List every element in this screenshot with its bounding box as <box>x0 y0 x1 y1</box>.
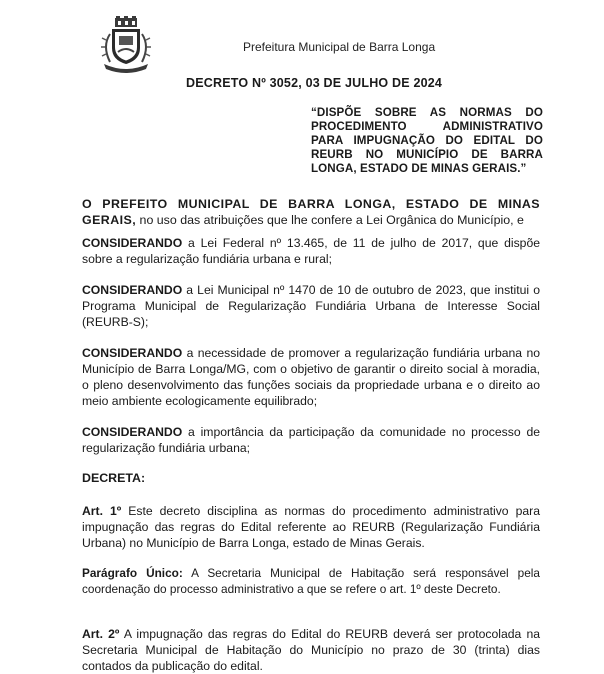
considerando-text: a importância da participação da comunidade no processo de regularização fundiária urbana; <box>82 425 540 455</box>
municipality-header: Prefeitura Municipal de Barra Longa <box>243 40 436 54</box>
considerando-paragraph <box>82 345 540 409</box>
municipal-coat-of-arms-icon <box>98 16 154 74</box>
considerando-lead: CONSIDERANDO <box>82 425 183 439</box>
article-1 <box>82 503 540 551</box>
considerando-text: a necessidade de promover a regularização fundiária urbana no Município de Barra Longa/MG, com o objetivo de garantir o direito social à moradia, o pleno desenvolvimento das funções sociais da propriedade urbana e o direito ao meio ambiente ecologicamente equilibrado; <box>82 346 540 408</box>
considerando-lead: CONSIDERANDO <box>82 236 183 250</box>
article-text: Este decreto disciplina as normas do procedimento administrativo para impugnação das regras do Edital referente ao REURB (Regularização Fundiária Urbana) no Município de Barra Longa, estado de Minas Gerais. <box>82 504 540 550</box>
considerando-lead: CONSIDERANDO <box>82 346 183 360</box>
considerando-paragraph <box>82 424 540 456</box>
decreta-heading: DECRETA: <box>82 471 146 485</box>
article-text: A impugnação das regras do Edital do REURB deverá ser protocolada na Secretaria Municipal de Habitação do Município no prazo de 30 (trinta) dias contados da publicação do edital. <box>82 627 541 673</box>
article-number: Art. 2º <box>82 627 120 641</box>
considerando-paragraph <box>82 235 540 267</box>
paragrafo-unico-text: A Secretaria Municipal de Habitação será responsável pela coordenação do processo administrativo a que se refere o art. 1º deste Decreto. <box>82 566 540 596</box>
considerando-text: a Lei Federal nº 13.465, de 11 de julho de 2017, que dispõe sobre a regularização fundiária urbana e rural; <box>82 236 540 266</box>
preamble-paragraph <box>82 196 540 228</box>
preamble-lead: O PREFEITO MUNICIPAL DE BARRA LONGA, ESTADO DE MINAS GERAIS, <box>82 197 540 227</box>
considerando-text: a Lei Municipal nº 1470 de 10 de outubro de 2023, que institui o Programa Municipal de Regularização Fundiária Urbana de Interesse Social (REURB-S); <box>82 283 540 329</box>
preamble-text: no uso das atribuições que lhe confere a Lei Orgânica do Município, e <box>136 213 524 227</box>
paragrafo-unico-label: Parágrafo Único: <box>82 566 183 580</box>
article-2 <box>82 626 540 674</box>
considerando-lead: CONSIDERANDO <box>82 283 183 297</box>
considerando-paragraph <box>82 282 540 330</box>
decree-title: DECRETO Nº 3052, 03 DE JULHO DE 2024 <box>186 76 443 90</box>
decree-ementa: “DISPÕE SOBRE AS NORMAS DO PROCEDIMENTO ADMINISTRATIVO PARA IMPUGNAÇÃO DO EDITAL DO REURB NO MUNICÍPIO DE BARRA LONGA, ESTADO DE MINAS GERAIS.” <box>311 106 543 175</box>
article-number: Art. 1º <box>82 504 122 518</box>
paragrafo-unico <box>82 565 540 597</box>
